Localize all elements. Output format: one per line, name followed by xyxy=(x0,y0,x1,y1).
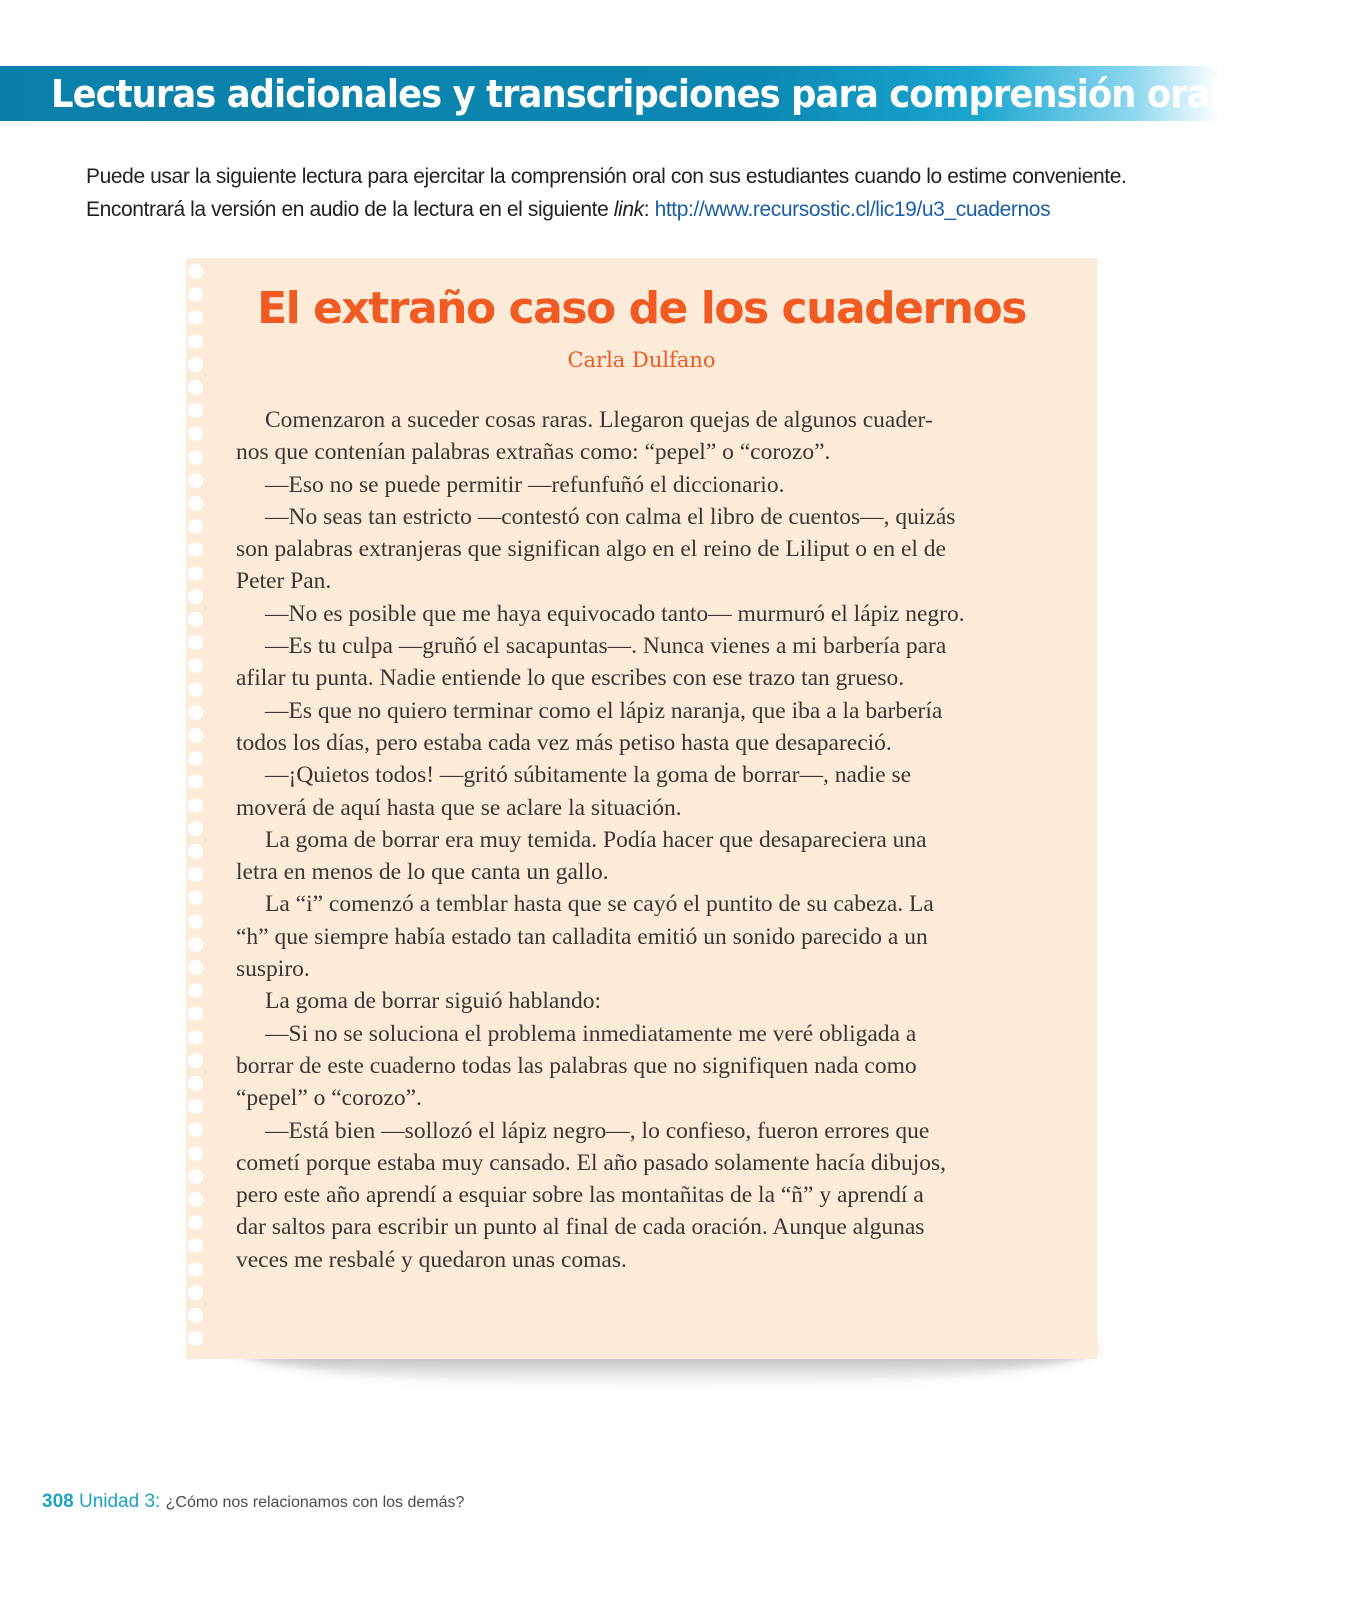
notebook-hole xyxy=(188,589,203,604)
notebook-hole xyxy=(188,890,203,905)
unit-question: ¿Cómo nos relacionamos con los demás? xyxy=(165,1494,465,1511)
story-line: La “i” comenzó a temblar hasta que se cayó el puntito de su cabeza. La xyxy=(265,891,934,918)
notebook-hole xyxy=(188,867,203,882)
notebook-hole xyxy=(188,1331,203,1346)
notebook-hole xyxy=(188,1238,203,1253)
notebook-hole xyxy=(188,496,203,511)
notebook-hole xyxy=(188,1053,203,1068)
notebook-hole xyxy=(188,403,203,418)
notebook-hole xyxy=(188,566,203,581)
notebook-hole xyxy=(188,682,203,697)
intro-text xyxy=(86,160,1286,226)
notebook-hole xyxy=(188,635,203,650)
story-line: dar saltos para escribir un punto al final de cada oración. Aunque algunas xyxy=(236,1214,925,1241)
story-author: Carla Dulfano xyxy=(567,348,716,372)
notebook-hole xyxy=(188,728,203,743)
story-line: moverá de aquí hasta que se aclare la situación. xyxy=(236,794,682,821)
notebook-hole xyxy=(188,1308,203,1323)
intro-link-word: link xyxy=(613,198,644,221)
notebook-hole xyxy=(188,774,203,789)
story-line: —Es que no quiero terminar como el lápiz naranja, que iba a la barbería xyxy=(265,697,943,724)
story-line: todos los días, pero estaba cada vez más petiso hasta que desapareció. xyxy=(236,729,892,756)
story-title: El extraño caso de los cuadernos xyxy=(257,283,1026,334)
story-line: —No seas tan estricto —contestó con calma el libro de cuentos—, quizás xyxy=(265,503,956,530)
notebook-hole xyxy=(188,844,203,859)
story-body xyxy=(236,404,1066,1276)
story-line: borrar de este cuaderno todas las palabras que no signifiquen nada como xyxy=(236,1052,917,1079)
story-line: —Es tu culpa —gruñó el sacapuntas—. Nunca vienes a mi barbería para xyxy=(265,633,947,660)
notebook-hole xyxy=(188,1146,203,1161)
story-line: —No es posible que me haya equivocado tanto— murmuró el lápiz negro. xyxy=(265,600,965,627)
notebook-hole xyxy=(188,264,203,279)
notebook-hole xyxy=(188,1030,203,1045)
notebook-hole xyxy=(188,426,203,441)
notebook-hole xyxy=(188,542,203,557)
page-number: 308 xyxy=(42,1491,74,1512)
notebook-hole xyxy=(188,612,203,627)
story-line: —Está bien —sollozó el lápiz negro—, lo confieso, fueron errores que xyxy=(265,1117,930,1144)
story-line: —¡Quietos todos! —gritó súbitamente la goma de borrar—, nadie se xyxy=(265,762,912,789)
story-line: suspiro. xyxy=(236,956,310,983)
notebook-hole xyxy=(188,821,203,836)
notebook-hole xyxy=(188,1006,203,1021)
notebook-hole xyxy=(188,914,203,929)
notebook-hole xyxy=(188,1169,203,1184)
story-line: “h” que siempre había estado tan calladita emitió un sonido parecido a un xyxy=(236,923,928,950)
story-line: Comenzaron a suceder cosas raras. Llegaron quejas de algunos cuader- xyxy=(265,407,933,433)
story-line: afilar tu punta. Nadie entiende lo que escribes con ese trazo tan grueso. xyxy=(236,665,905,692)
notebook-hole xyxy=(188,380,203,395)
intro-line-1: Puede usar la siguiente lectura para ejercitar la comprensión oral con sus estudiantes cuando lo estime conveniente. xyxy=(86,165,1127,188)
notebook-hole xyxy=(188,1122,203,1137)
audio-link[interactable]: http://www.recursostic.cl/lic19/u3_cuadernos xyxy=(654,198,1051,221)
unit-label: Unidad 3: xyxy=(78,1491,161,1512)
story-line: nos que contenían palabras extrañas como: “pepel” o “corozo”. xyxy=(236,439,831,466)
notebook-hole xyxy=(188,473,203,488)
story-line: letra en menos de lo que canta un gallo. xyxy=(236,859,609,886)
notebook-hole xyxy=(188,1099,203,1114)
intro-colon: : xyxy=(643,198,655,221)
notebook-hole xyxy=(188,1262,203,1277)
story-line: “pepel” o “corozo”. xyxy=(236,1085,422,1112)
notebook-hole xyxy=(188,450,203,465)
notebook-hole xyxy=(188,1285,203,1300)
notebook-hole xyxy=(188,983,203,998)
notebook-hole xyxy=(188,960,203,975)
notebook-hole xyxy=(188,937,203,952)
page-title: Lecturas adicionales y transcripciones para comprensión oral xyxy=(51,72,1221,116)
notebook-holes xyxy=(188,264,206,1354)
notebook-hole xyxy=(188,519,203,534)
story-line: son palabras extranjeras que significan algo en el reino de Liliput o en el de xyxy=(236,536,946,563)
notebook-hole xyxy=(188,658,203,673)
notebook-hole xyxy=(188,751,203,766)
intro-line-2 xyxy=(86,193,1286,226)
story-line: pero este año aprendí a esquiar sobre las montañitas de la “ñ” y aprendí a xyxy=(236,1182,924,1209)
page-footer xyxy=(42,1488,464,1517)
story-line: cometí porque estaba muy cansado. El año pasado solamente hacía dibujos, xyxy=(236,1149,947,1176)
notebook-hole xyxy=(188,1215,203,1230)
notebook-hole xyxy=(188,705,203,720)
notebook-hole xyxy=(188,1192,203,1207)
story-line: La goma de borrar siguió hablando: xyxy=(265,988,602,1015)
story-line: —Si no se soluciona el problema inmediatamente me veré obligada a xyxy=(265,1020,917,1047)
notebook-hole xyxy=(188,798,203,813)
story-line: —Eso no se puede permitir —refunfuñó el diccionario. xyxy=(265,471,785,498)
story-line: veces me resbalé y quedaron unas comas. xyxy=(236,1246,627,1273)
notebook-hole xyxy=(188,1076,203,1091)
story-line: Peter Pan. xyxy=(236,568,332,595)
intro-line-2-prefix: Encontrará la versión en audio de la lectura en el siguiente xyxy=(86,198,614,221)
story-line: La goma de borrar era muy temida. Podía hacer que desapareciera una xyxy=(265,826,927,853)
